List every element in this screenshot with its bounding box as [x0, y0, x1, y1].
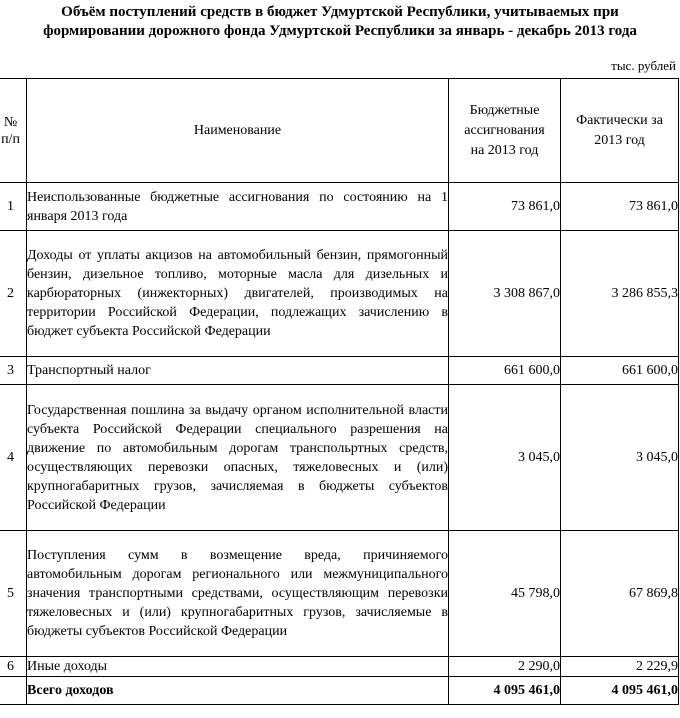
- total-number: [0, 677, 27, 705]
- units-label: тыс. рублей: [611, 58, 676, 73]
- header-number-line-1: №: [3, 114, 18, 130]
- row-plan-value: 2 290,0: [449, 657, 561, 677]
- row-number: 2: [0, 231, 27, 357]
- table-header-row: [0, 79, 679, 183]
- header-fact-line-1: Фактически за: [576, 112, 663, 128]
- header-plan-line-2: ассигнования: [464, 122, 545, 138]
- document-title: [0, 0, 680, 44]
- document-title-line-2: формировании дорожного фонда Удмуртской Республики за январь - декабрь 2013 года: [43, 23, 637, 39]
- header-plan-line-3: на 2013 год: [470, 142, 539, 158]
- row-number: 4: [0, 385, 27, 531]
- header-number: [0, 79, 27, 183]
- row-number: 5: [0, 531, 27, 657]
- table-row: [0, 531, 679, 657]
- table-row: [0, 357, 679, 385]
- header-fact-line-2: 2013 год: [594, 132, 645, 148]
- header-number-line-2: п/п: [1, 131, 20, 147]
- row-plan-value: 3 045,0: [449, 385, 561, 531]
- row-name: Иные доходы: [27, 657, 449, 677]
- row-plan-value: 3 308 867,0: [449, 231, 561, 357]
- row-fact-value: 67 869,8: [561, 531, 679, 657]
- header-actual: [561, 79, 679, 183]
- header-plan-line-1: Бюджетные: [469, 102, 540, 118]
- table-total-row: [0, 677, 679, 705]
- total-name: Всего доходов: [27, 677, 449, 705]
- total-plan-value: 4 095 461,0: [449, 677, 561, 705]
- total-fact-value: 4 095 461,0: [561, 677, 679, 705]
- row-fact-value: 3 045,0: [561, 385, 679, 531]
- row-fact-value: 661 600,0: [561, 357, 679, 385]
- row-name: Транспортный налог: [27, 357, 449, 385]
- document-title-line-1: Объём поступлений средств в бюджет Удмуртской Республики, учитываемых при: [61, 4, 619, 20]
- row-plan-value: 661 600,0: [449, 357, 561, 385]
- row-name: Государственная пошлина за выдачу органом исполнительной власти субъекта Российской Федерации специального разрешения на движение по автомобильным дорогам транспольртных средств, осуществляющих перевозки опасных, тяжеловесных и (или) крупногабаритных грузов, зачисляемая в бюджеты субъектов Российской Федерации: [27, 385, 449, 531]
- row-fact-value: 2 229,9: [561, 657, 679, 677]
- row-number: 6: [0, 657, 27, 677]
- row-fact-value: 3 286 855,3: [561, 231, 679, 357]
- row-name: Доходы от уплаты акцизов на автомобильный бензин, прямогонный бензин, дизельное топливо, моторные масла для дизельных и карбюраторных (инжекторных) двигателей, производимых на территории Российской Федерации, подлежащих зачислению в бюджет субъекта Российской Федерации: [27, 231, 449, 357]
- row-plan-value: 73 861,0: [449, 183, 561, 231]
- header-budget-allocations: [449, 79, 561, 183]
- row-name: Неиспользованные бюджетные ассигнования по состоянию на 1 января 2013 года: [27, 183, 449, 231]
- budget-table: [0, 78, 679, 705]
- row-number: 1: [0, 183, 27, 231]
- row-fact-value: 73 861,0: [561, 183, 679, 231]
- header-name: Наименование: [27, 79, 449, 183]
- table-row: [0, 231, 679, 357]
- row-name: Поступления сумм в возмещение вреда, причиняемого автомобильным дорогам регионального или межмуниципального значения транспортными средствами, осуществляющим перевозки тяжеловесных и (или) крупногабаритных грузов, зачисляемые в бюджеты субъектов Российской Федерации: [27, 531, 449, 657]
- row-number: 3: [0, 357, 27, 385]
- table-row: [0, 657, 679, 677]
- table-row: [0, 183, 679, 231]
- table-row: [0, 385, 679, 531]
- row-plan-value: 45 798,0: [449, 531, 561, 657]
